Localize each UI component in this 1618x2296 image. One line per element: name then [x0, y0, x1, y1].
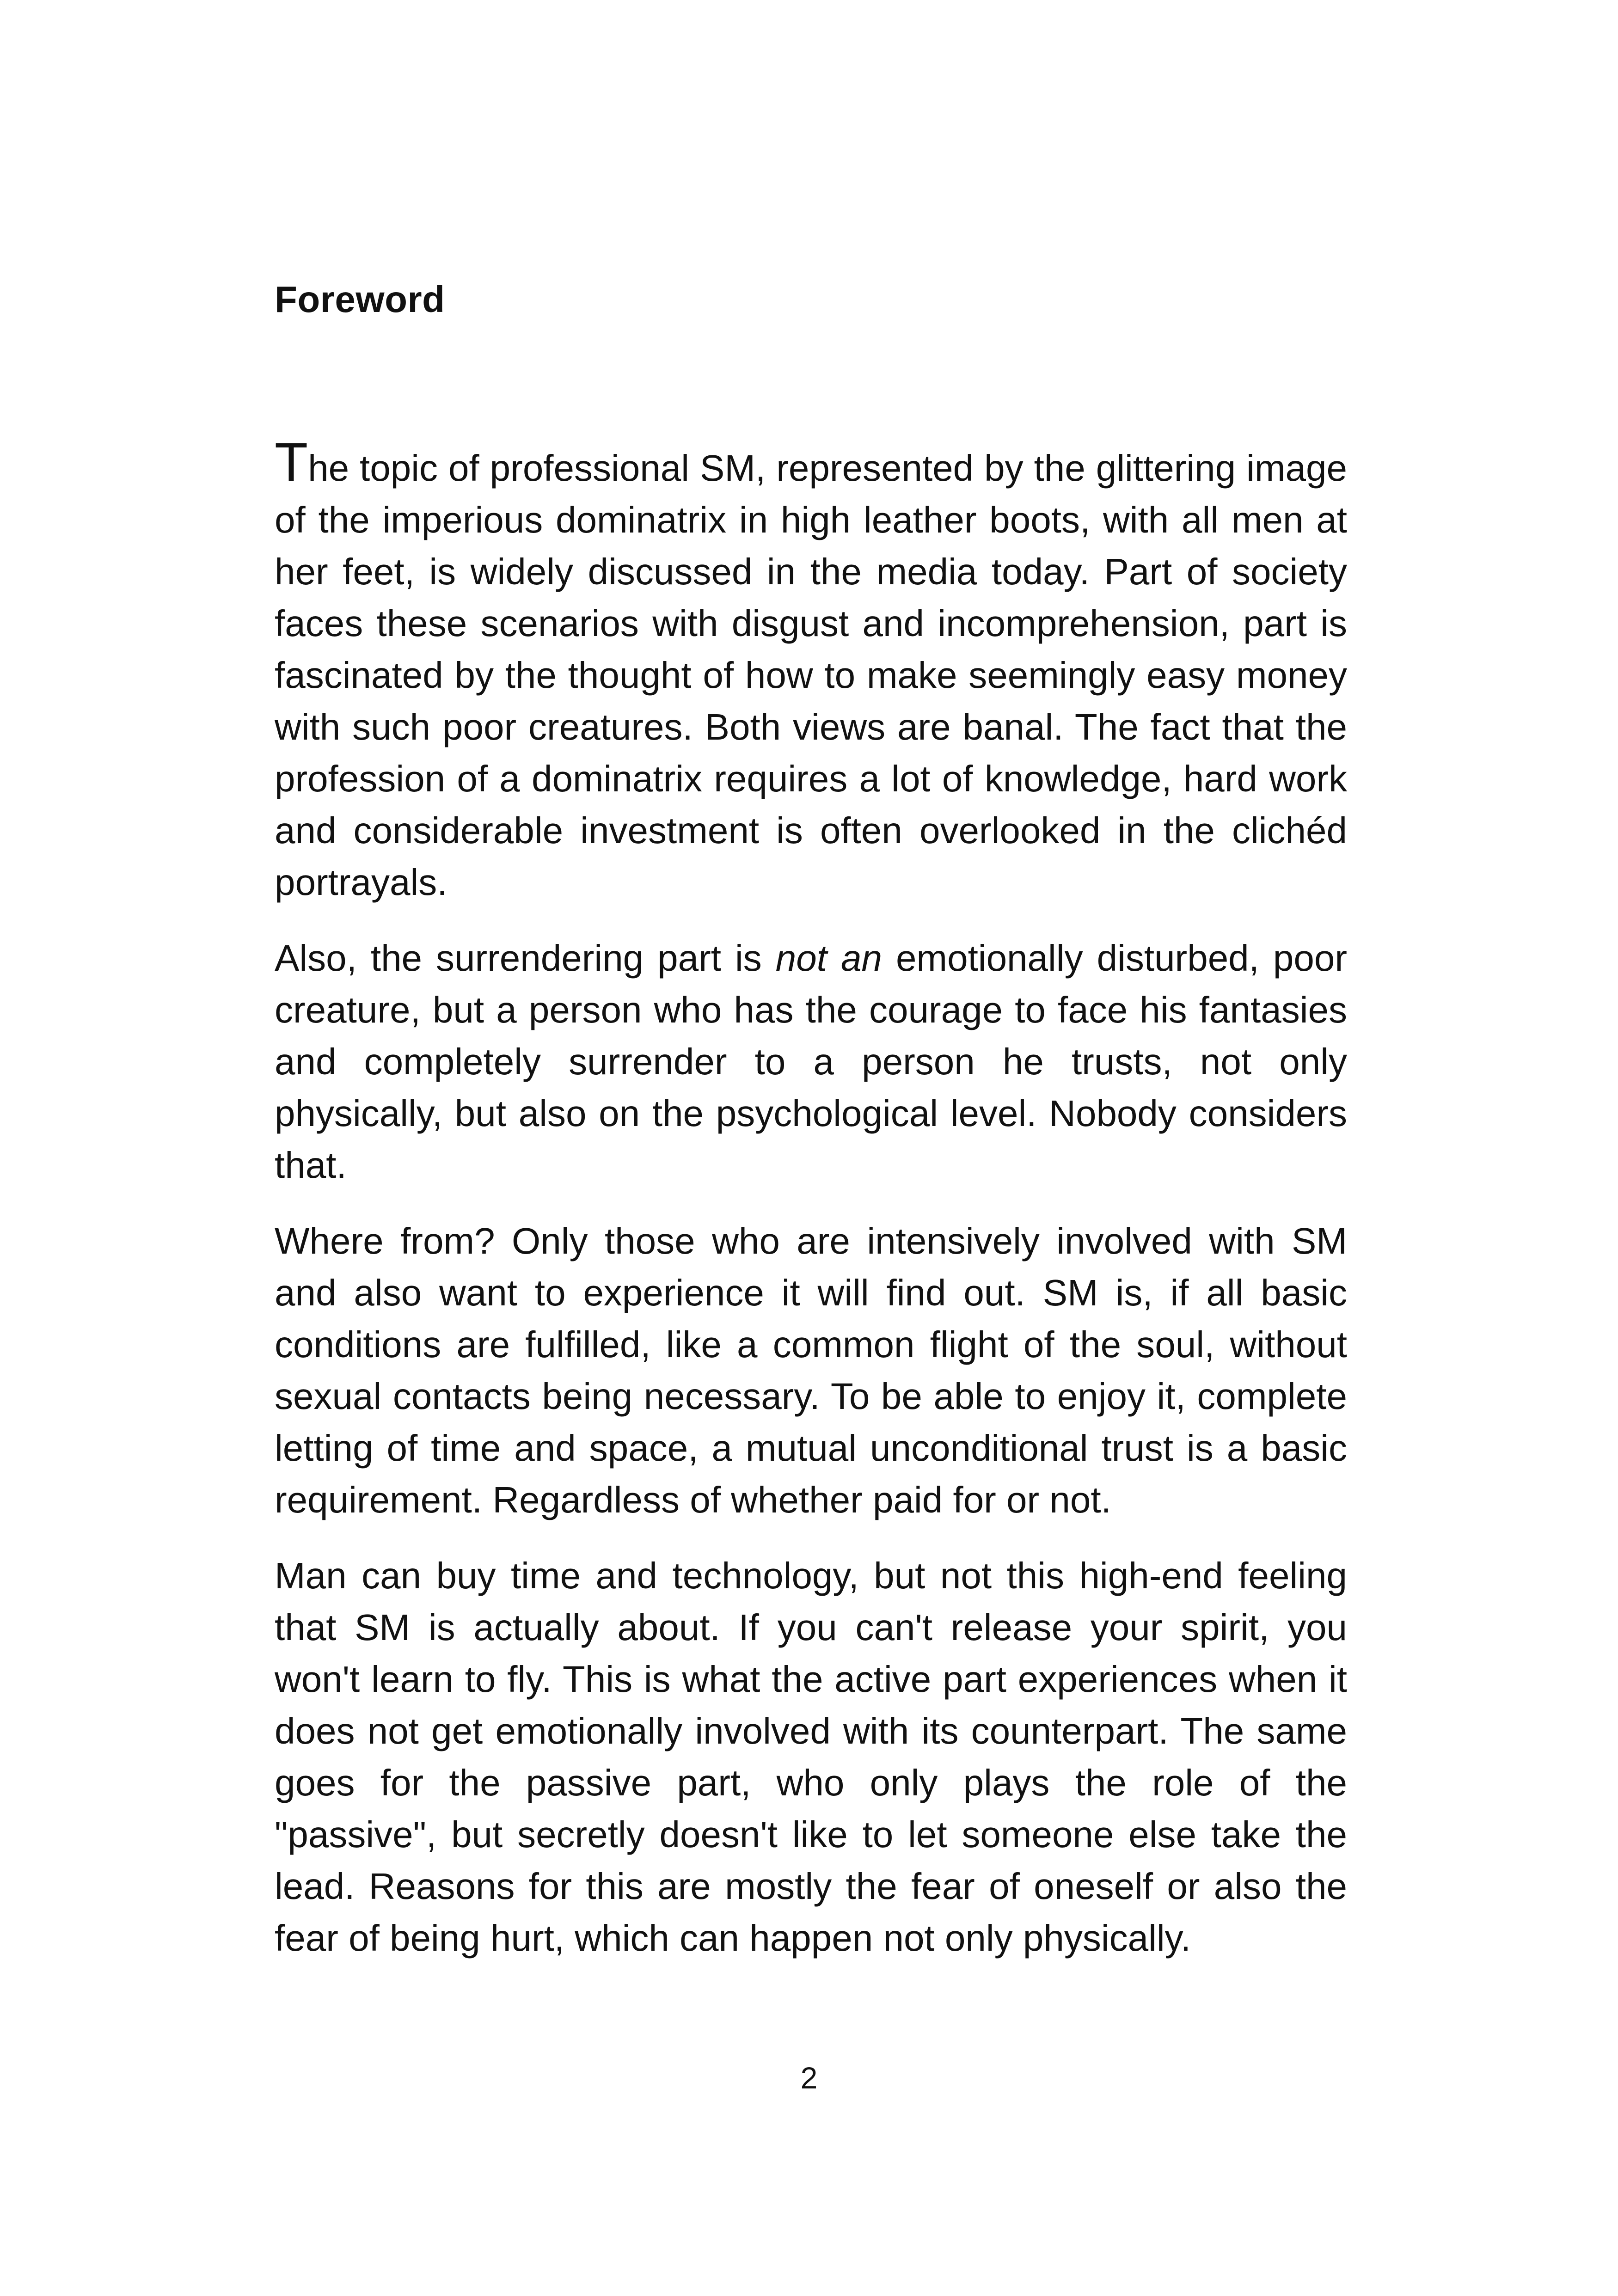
- paragraph-2-text-start: Also, the surrendering part is: [275, 937, 776, 979]
- paragraph-3: Where from? Only those who are intensively involved with SM and also want to experience it will find out. SM is, if all basic conditions are fulfilled, like a common flight of the soul, without sexual contacts being necessary. To be able to enjoy it, complete letting of time and space, a mutual unconditional trust is a basic requirement. Regardless of whether paid for or not.: [275, 1220, 1347, 1520]
- page-number: 2: [800, 2061, 818, 2095]
- body-text: [275, 432, 1348, 1988]
- paragraph-2-text-end: emotionally disturbed, poor creature, but a person who has the courage to face his fantasies and completely surrender to a person he trusts, not only physically, but also on the psychological level. Nobody considers that.: [275, 937, 1348, 1186]
- section-heading: Foreword: [275, 279, 445, 320]
- paragraph-2: [275, 932, 1347, 1191]
- drop-initial: T: [275, 432, 308, 493]
- paragraph-2-emphasis: not an: [775, 937, 882, 979]
- paragraph-1: [275, 432, 1347, 908]
- paragraph-4: Man can buy time and technology, but not this high-end feeling that SM is actually about. If you can't release your spirit, you won't learn to fly. This is what the active part experiences when it does not get emotionally involved with its counterpart. The same goes for the passive part, who only plays the role of the "passive", but secretly doesn't like to let someone else take the lead. Reasons for this are mostly the fear of oneself or also the fear of being hurt, which can happen not only physically.: [275, 1555, 1347, 1959]
- paragraph-1-text: he topic of professional SM, represented by the glittering image of the imperious dominatrix in high leather boots, with all men at her feet, is widely discussed in the media today. Part of society faces these scenarios with disgust and incomprehension, part is fascinated by the thought of how to make seemingly easy money with such poor creatures. Both views are banal. The fact that the profession of a dominatrix requires a lot of knowledge, hard work and considerable investment is often overlooked in the clichéd portrayals.: [275, 447, 1347, 903]
